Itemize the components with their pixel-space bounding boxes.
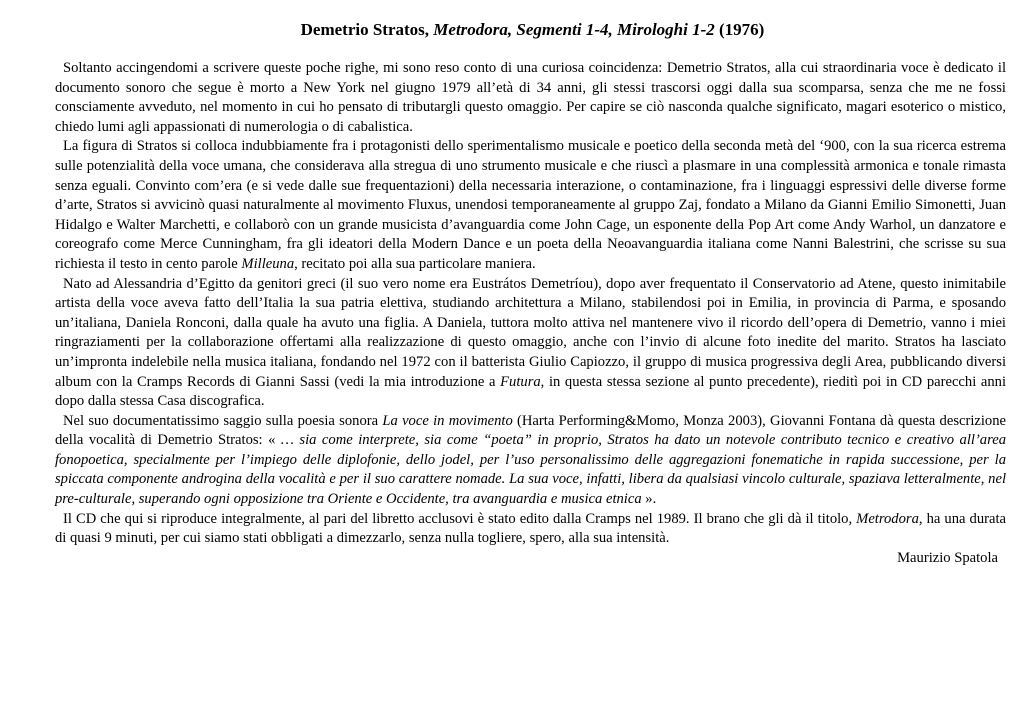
paragraph-1 [55,59,1006,137]
paragraph-4-text-a: Nel suo documentatissimo saggio sulla poesia sonora [63,412,383,429]
paragraph-4-text-c: ». [641,491,657,508]
paragraph-2-text-a: La figura di Stratos si colloca indubbiamente fra i protagonisti dello sperimentalismo musicale e poetico della seconda metà del ‘900, con la sua ricerca estrema sulle potenzialità della voce umana, che considerava alla stregua di uno strumento musicale e che riuscì a plasmare in una complessità armonica e tonale rimasta senza eguali. Convinto com’era (e si vede dalle sue frequentazioni) della necessaria interazione, o contaminazione, fra i linguaggi espressivi delle diverse forme d’arte, Stratos si avvicinò quasi naturalmente al movimento Fluxus, unendosi temporaneamente al gruppo Zaj, fondato a Milano da Gianni Emilio Simonetti, Juan Hidalgo e Walter Marchetti, e collaborò con un grande musicista d’avanguardia come John Cage, un esponente della Pop Art come Andy Warhol, un danzatore e coreografo come Merce Cunningham, fra gli ideatori della Modern Dance e un poeta della Neoavanguardia italiana come Nanni Balestrini, che scrisse su sua richiesta il testo in cento parole [55,138,1006,272]
paragraph-4-quotation: … sia come interprete, sia come “poeta” in proprio, Stratos ha dato un notevole contributo tecnico e creativo all’area fonopoetica, specialmente per l’impiego delle diplofonie, dello jodel, per l’uso personalissimo delle aggregazioni fonematiche in rapida successione, per la spiccata componente androgina della vocalità e per il suo carattere nomade. La sua voce, infatti, libera da qualsiasi vincolo culturale, spaziava letteralmente, nel pre-culturale, superando ogni opposizione tra Oriente e Occidente, tra avanguardia e musica etnica [55,432,1007,508]
title-works: Metrodora, Segmenti 1-4, Mirologhi 1-2 [433,20,715,39]
author-signature: Maurizio Spatola [897,549,998,566]
paragraph-2-italic: Milleuna [241,255,295,272]
paragraph-4 [55,412,1006,510]
paragraph-4-text-b: (Harta Performing&Momo, Monza 2003), Giovanni Fontana dà questa descrizione della vocalità di Demetrio Stratos: « [55,412,1006,449]
paragraph-3-text-a: Nato ad Alessandria d’Egitto da genitori greci (il suo vero nome era Eustrátos Demetríou), dopo aver frequentato il Conservatorio ad Atene, questo inimitabile artista della voce aveva fatto dell’Italia la sua patria elettiva, studiando architettura a Milano, stabilendosi poi in Emilia, in provincia di Parma, e sposando un’italiana, Daniela Ronconi, dalla quale ha avuto una figlia. A Daniela, tuttora molto attiva nel mantenere vivo il ricordo dell’opera di Demetrio, vanno i miei ringraziamenti per la collaborazione offertami alla realizzazione di questo omaggio, anche con l’invio di alcune foto inedite del marito. Stratos ha lasciato un’impronta indelebile nella musica italiana, fondando nel 1972 con il batterista Giulio Capiozzo, il gruppo di musica progressiva degli Area, pubblicando diversi album con la Cramps Records di Gianni Sassi (vedi la mia introduzione a [55,275,1006,390]
paragraph-5-text-a: Il CD che qui si riproduce integralmente, al pari del libretto acclusovi è stato edito dalla Cramps nel 1989. Il brano che gli dà il titolo, [63,510,857,527]
paragraph-5-italic: Metrodora [856,510,919,527]
paragraph-3 [55,275,1006,412]
title-author: Demetrio Stratos, [300,20,430,39]
paragraph-5 [55,510,1006,549]
paragraph-3-italic: Futura [500,373,541,390]
paragraph-4-italic-title: La voce in movimento [382,412,513,429]
paragraph-2 [55,137,1006,274]
paragraph-5-text-b: , ha una durata di quasi 9 minuti, per cui siamo stati obbligati a dimezzarlo, senza nulla togliere, spero, alla sua intensità. [55,510,1006,547]
paragraph-1-text: Soltanto accingendomi a scrivere queste poche righe, mi sono reso conto di una curiosa coincidenza: Demetrio Stratos, alla cui straordinaria voce è dedicato il documento sonoro che segue è morto a New York nel giugno 1979 all’età di 34 anni, gli stessi trascorsi oggi dalla sua scomparsa, senza che me ne fossi consciamente avveduto, nel momento in cui ho pensato di tributargli questo omaggio. Per capire se ciò nasconda qualche significato, magari esoterico o mistico, chiedo lumi agli appassionati di numerologia o di cabalistica. [55,60,1006,135]
title-year: (1976) [719,20,765,39]
paragraph-3-text-b: , in questa stessa sezione al punto precedente), rieditì poi in CD parecchi anni dopo dalla stessa Casa discografica. [55,373,1006,410]
document-title [55,20,1006,40]
paragraph-2-text-b: , recitato poi alla sua particolare maniera. [294,255,536,272]
